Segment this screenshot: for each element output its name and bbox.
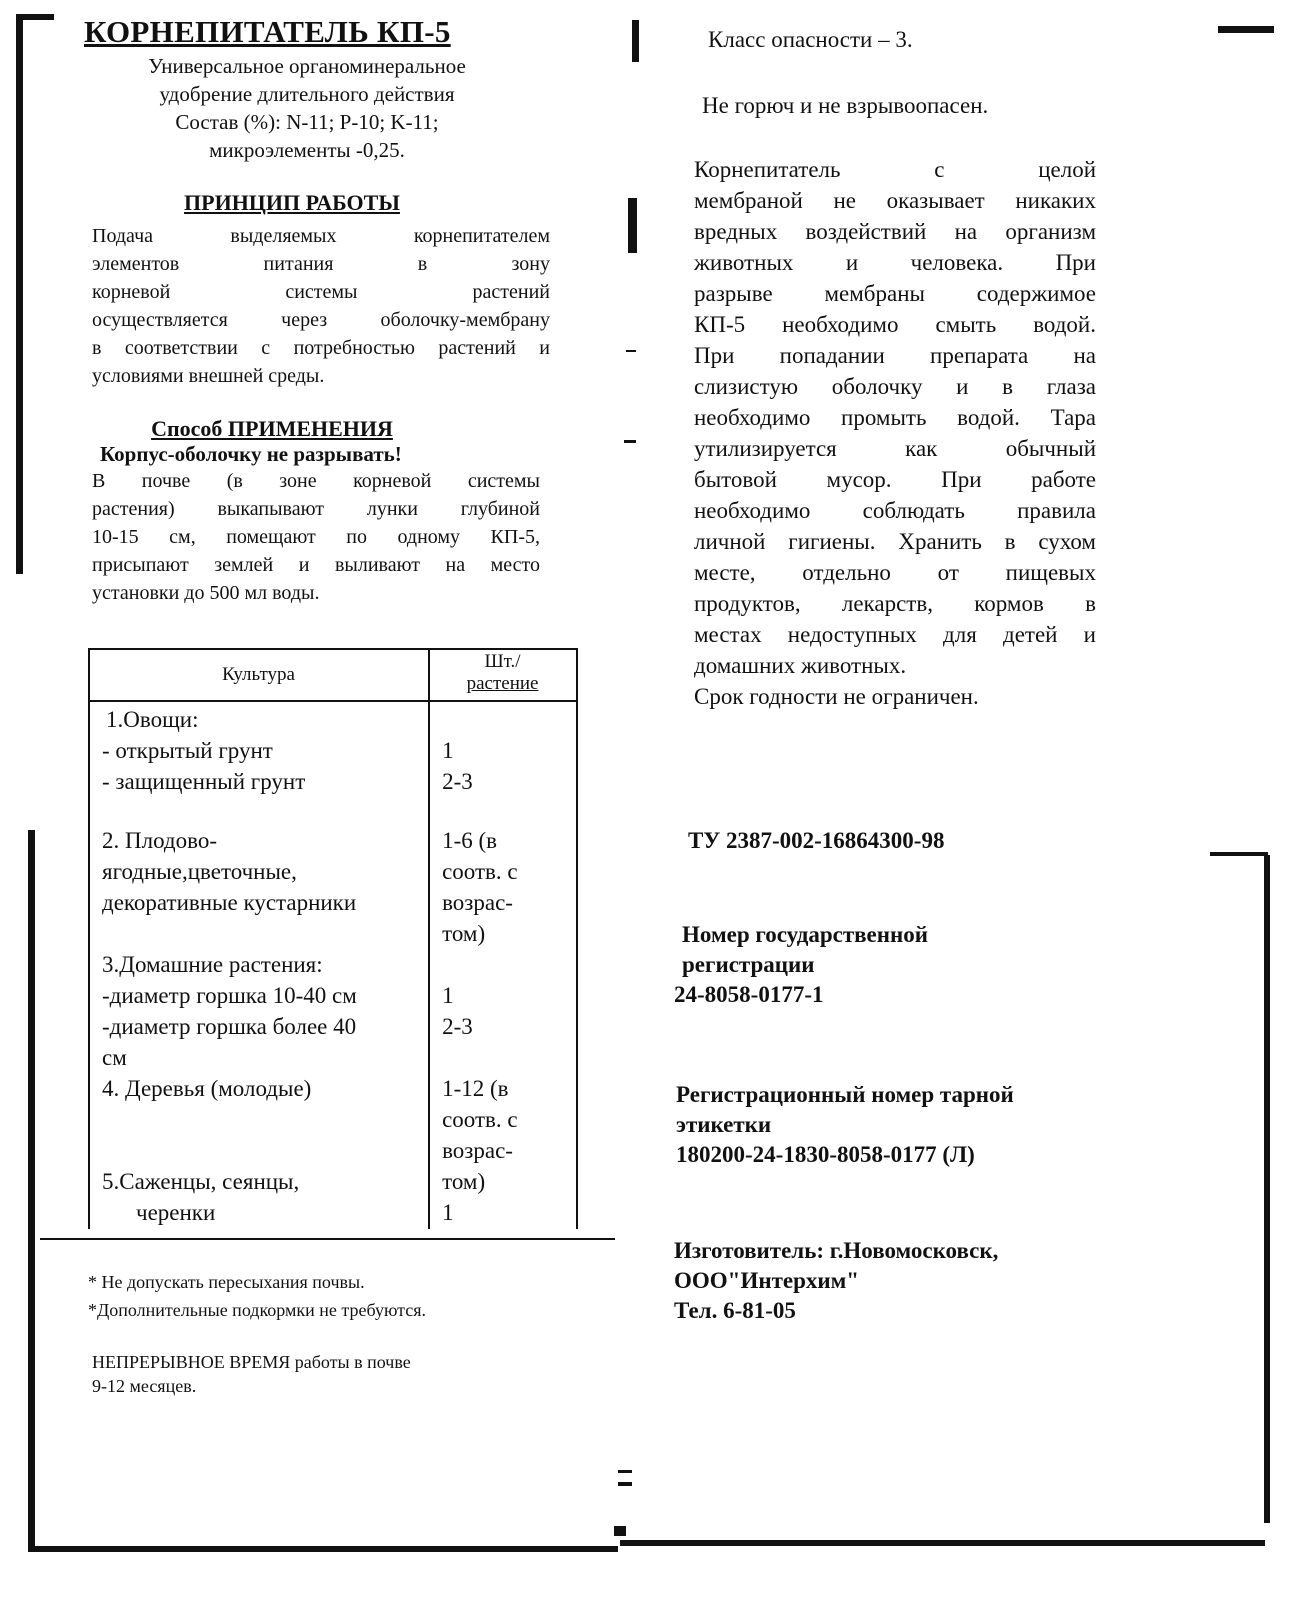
safety-line: При попадании препарата на bbox=[694, 343, 1096, 368]
scan-border-bottom-right bbox=[620, 1540, 1265, 1546]
method-heading: Способ ПРИМЕНЕНИЯ bbox=[151, 416, 393, 441]
crop-line: 2. Плодово- bbox=[102, 828, 217, 853]
qty-line: том) bbox=[442, 1169, 486, 1194]
product-subtitle bbox=[92, 52, 522, 164]
fold-mark-3 bbox=[626, 350, 636, 352]
fire-safety: Не горюч и не взрывоопасен. bbox=[702, 93, 989, 118]
table-cell-crop bbox=[89, 701, 429, 1229]
crop-line: -диаметр горшка 10-40 см bbox=[102, 983, 357, 1008]
method-warning: Корпус-оболочку не разрывать! bbox=[100, 442, 402, 466]
subtitle-line: микроэлементы -0,25. bbox=[209, 138, 405, 162]
qty-line: 1 bbox=[442, 983, 454, 1008]
safety-line: животных и человека. При bbox=[694, 250, 1096, 275]
crop-line: ягодные,цветочные, bbox=[102, 859, 297, 884]
footnote: *Дополнительные подкормки не требуются. bbox=[88, 1300, 427, 1320]
table-header-qty bbox=[429, 649, 577, 701]
label-reg-number: 180200-24-1830-8058-0177 (Л) bbox=[676, 1142, 975, 1167]
fold-mark-5 bbox=[618, 1470, 632, 1473]
safety-line: личной гигиены. Хранить в сухом bbox=[694, 529, 1096, 554]
table-row bbox=[89, 701, 577, 1229]
principle-line: осуществляется через оболочку-мембрану bbox=[92, 309, 550, 331]
qty-line: 1 bbox=[442, 738, 454, 763]
method-line: растения) выкапывают лунки глубиной bbox=[92, 498, 540, 520]
scan-border-left-top-tick bbox=[16, 14, 54, 20]
crop-line: 4. Деревья (молодые) bbox=[102, 1076, 312, 1101]
safety-line: бытовой мусор. При работе bbox=[694, 467, 1096, 492]
label-reg-line: этикетки bbox=[676, 1112, 772, 1137]
principle-line: корневой системы растений bbox=[92, 281, 550, 303]
scan-border-right-tick bbox=[1210, 852, 1268, 856]
footnotes bbox=[88, 1268, 568, 1324]
crop-line: 5.Саженцы, сеянцы, bbox=[102, 1169, 300, 1194]
left-column bbox=[84, 14, 552, 607]
qty-line: 1 bbox=[442, 1200, 454, 1225]
crop-line: -диаметр горшка более 40 bbox=[102, 1014, 357, 1039]
safety-line: вредных воздействий на организм bbox=[694, 219, 1096, 244]
safety-line: необходимо соблюдать правила bbox=[694, 498, 1096, 523]
crop-line: 3.Домашние растения: bbox=[102, 952, 323, 977]
subtitle-line: Универсальное органоминеральное bbox=[148, 54, 466, 78]
tu-number: ТУ 2387-002-16864300-98 bbox=[688, 828, 945, 853]
safety-line: КП-5 необходимо смыть водой. bbox=[694, 312, 1096, 337]
crop-line: декоративные кустарники bbox=[102, 890, 357, 915]
qty-line: возрас- bbox=[442, 890, 513, 915]
shelf-life: Срок годности не ограничен. bbox=[694, 684, 979, 709]
method-line: присыпают землей и выливают на место bbox=[92, 554, 540, 576]
state-reg-number: 24-8058-0177-1 bbox=[674, 982, 824, 1007]
qty-line: 1-6 (в bbox=[442, 828, 498, 853]
manufacturer bbox=[674, 1236, 998, 1326]
safety-line: слизистую оболочку и в глаза bbox=[694, 374, 1096, 399]
scan-border-bottom-left bbox=[28, 1546, 618, 1552]
crop-line: см bbox=[102, 1045, 127, 1070]
scan-border-left-top bbox=[16, 14, 23, 574]
safety-line: домашних животных. bbox=[694, 653, 907, 678]
safety-line: мембраной не оказывает никаких bbox=[694, 188, 1096, 213]
label-registration bbox=[676, 1080, 1014, 1170]
safety-text bbox=[694, 154, 1096, 712]
qty-line: 2-3 bbox=[442, 769, 473, 794]
subtitle-line: Состав (%): N-11; P-10; K-11; bbox=[175, 110, 439, 134]
continuous-time bbox=[92, 1350, 572, 1398]
application-table bbox=[88, 648, 578, 1229]
safety-line: утилизируется как обычный bbox=[694, 436, 1096, 461]
table-bottom-rule bbox=[40, 1238, 615, 1240]
principle-heading: ПРИНЦИП РАБОТЫ bbox=[184, 190, 400, 215]
label-reg-line: Регистрационный номер тарной bbox=[676, 1082, 1014, 1107]
principle-line: Подача выделяемых корнепитателем bbox=[92, 225, 550, 247]
method-line: установки до 500 мл воды. bbox=[92, 582, 320, 604]
crop-line: черенки bbox=[136, 1200, 216, 1225]
state-registration bbox=[674, 920, 929, 1010]
manufacturer-line: Изготовитель: г.Новомосковск, bbox=[674, 1238, 999, 1263]
fold-mark-1 bbox=[632, 20, 639, 62]
safety-line: продуктов, лекарств, кормов в bbox=[694, 591, 1096, 616]
table-header-qty-line: Шт./ bbox=[484, 651, 521, 672]
safety-line: необходимо промыть водой. Тара bbox=[694, 405, 1096, 430]
method-line: 10-15 см, помещают по одному КП-5, bbox=[92, 526, 540, 548]
principle-line: в соответствии с потребностью растений и bbox=[92, 337, 550, 359]
scan-border-right bbox=[1264, 855, 1270, 1523]
qty-line: соотв. с bbox=[442, 1107, 518, 1132]
table-header-crop: Культура bbox=[89, 649, 429, 701]
qty-line: возрас- bbox=[442, 1138, 513, 1163]
method-text bbox=[92, 467, 540, 607]
scan-border-right-top-tick bbox=[1218, 26, 1274, 33]
product-title: КОРНЕПИТАТЕЛЬ КП-5 bbox=[84, 14, 451, 49]
subtitle-line: удобрение длительного действия bbox=[159, 82, 455, 106]
fold-mark-6 bbox=[618, 1482, 632, 1486]
qty-line bbox=[442, 704, 575, 735]
fold-mark-4 bbox=[624, 440, 636, 443]
crop-line: - защищенный грунт bbox=[102, 769, 306, 794]
state-reg-line: регистрации bbox=[682, 952, 815, 977]
qty-line: 2-3 bbox=[442, 1014, 473, 1039]
safety-line: разрыве мембраны содержимое bbox=[694, 281, 1096, 306]
table-header-row bbox=[89, 649, 577, 701]
continuous-line: НЕПРЕРЫВНОЕ ВРЕМЯ работы в почве bbox=[92, 1352, 411, 1372]
state-reg-line: Номер государственной bbox=[682, 922, 929, 947]
hazard-class: Класс опасности – 3. bbox=[708, 27, 913, 52]
safety-line: Корнепитатель с целой bbox=[694, 157, 1096, 182]
manufacturer-phone: Тел. 6-81-05 bbox=[674, 1298, 796, 1323]
table-cell-qty bbox=[429, 701, 577, 1229]
crop-line: 1.Овощи: bbox=[106, 707, 199, 732]
principle-line: условиями внешней среды. bbox=[92, 365, 325, 387]
fold-mark-7 bbox=[614, 1526, 626, 1536]
table-header-qty-line: растение bbox=[466, 673, 539, 694]
qty-line: 1-12 (в bbox=[442, 1076, 509, 1101]
principle-line: элементов питания в зону bbox=[92, 253, 550, 275]
continuous-line: 9-12 месяцев. bbox=[92, 1376, 197, 1396]
footnote: * Не допускать пересыхания почвы. bbox=[88, 1272, 365, 1292]
crop-line: - открытый грунт bbox=[102, 738, 273, 763]
qty-line bbox=[442, 949, 575, 980]
scan-border-left-bottom bbox=[28, 830, 35, 1550]
manufacturer-line: ООО"Интерхим" bbox=[674, 1268, 860, 1293]
method-line: В почве (в зоне корневой системы bbox=[92, 470, 540, 492]
qty-line: соотв. с bbox=[442, 859, 518, 884]
principle-text bbox=[92, 222, 550, 390]
safety-line: месте, отдельно от пищевых bbox=[694, 560, 1096, 585]
safety-line: местах недоступных для детей и bbox=[694, 622, 1096, 647]
fold-mark-2 bbox=[628, 198, 637, 253]
qty-line: том) bbox=[442, 921, 486, 946]
